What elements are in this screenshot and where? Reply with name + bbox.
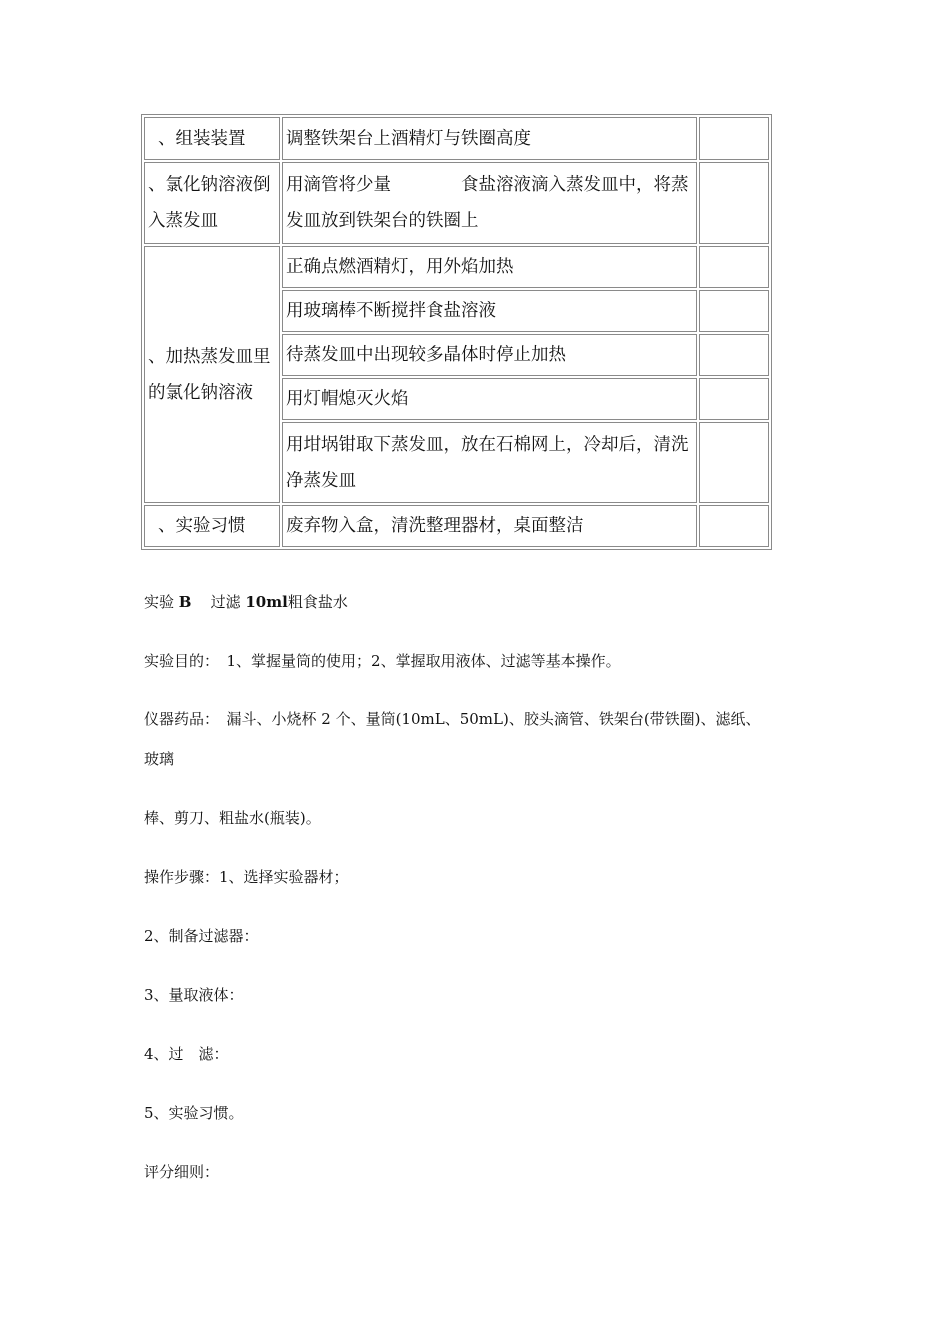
materials-line-2: 玻璃 — [144, 750, 175, 768]
score-cell — [699, 246, 769, 288]
step-3: 3、量取液体： — [144, 986, 244, 1004]
stage-cell: 、实验习惯 — [144, 505, 280, 547]
title-prefix: 实验 — [144, 593, 175, 611]
step-2: 2、制备过滤器： — [144, 927, 259, 945]
detail-cell: 用玻璃棒不断搅拌食盐溶液 — [282, 290, 697, 332]
table-row — [144, 505, 769, 547]
table-row — [144, 162, 769, 244]
experiment-title — [144, 592, 348, 612]
scoring-table — [141, 114, 772, 550]
detail-cell: 废弃物入盒，清洗整理器材，桌面整洁 — [282, 505, 697, 547]
table-row — [144, 117, 769, 160]
detail-cell: 正确点燃酒精灯，用外焰加热 — [282, 246, 697, 288]
scoring-heading: 评分细则： — [144, 1163, 220, 1181]
detail-cell: 用滴管将少量 食盐溶液滴入蒸发皿中，将蒸发皿放到铁架台的铁圈上 — [282, 162, 697, 244]
detail-cell: 用坩埚钳取下蒸发皿，放在石棉网上，冷却后，清洗净蒸发皿 — [282, 422, 697, 503]
stage-cell: 、加热蒸发皿里的氯化钠溶液 — [144, 246, 280, 503]
detail-cell: 用灯帽熄灭火焰 — [282, 378, 697, 420]
score-cell — [699, 290, 769, 332]
steps-intro: 操作步骤：1、选择实验器材； — [144, 868, 349, 886]
score-cell — [699, 505, 769, 547]
score-cell — [699, 378, 769, 420]
score-cell — [699, 117, 769, 160]
detail-cell: 待蒸发皿中出现较多晶体时停止加热 — [282, 334, 697, 376]
title-amount: 10ml — [245, 593, 288, 611]
detail-cell: 调整铁架台上酒精灯与铁圈高度 — [282, 117, 697, 160]
step-4: 4、过 滤： — [144, 1045, 229, 1063]
table-row — [144, 246, 769, 288]
score-cell — [699, 422, 769, 503]
step-5: 5、实验习惯。 — [144, 1104, 244, 1122]
materials-line-1: 仪器药品： 漏斗、小烧杯 2 个、量筒(10mL、50mL)、胶头滴管、铁架台(带铁圈)、滤纸、 — [144, 710, 761, 728]
score-cell — [699, 162, 769, 244]
title-suffix: 粗食盐水 — [287, 593, 348, 611]
score-cell — [699, 334, 769, 376]
purpose-line: 实验目的： 1、掌握量筒的使用；2、掌握取用液体、过滤等基本操作。 — [144, 652, 621, 670]
stage-cell: 、氯化钠溶液倒入蒸发皿 — [144, 162, 280, 244]
materials-line-3: 棒、剪刀、粗盐水(瓶装)。 — [144, 809, 321, 827]
title-letter: B — [178, 593, 192, 611]
stage-cell: 、组装装置 — [144, 117, 280, 160]
title-mid: 过滤 — [210, 593, 241, 611]
